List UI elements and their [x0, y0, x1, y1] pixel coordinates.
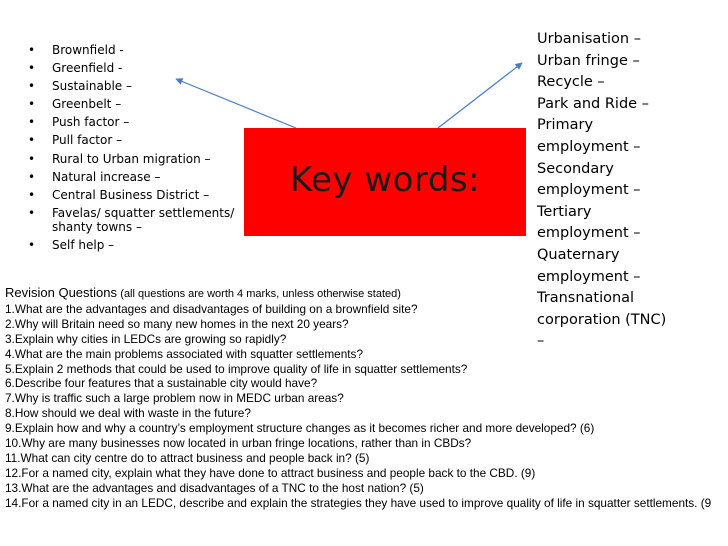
left-arrow — [176, 79, 296, 128]
bullet-dot: • — [28, 187, 36, 202]
question-item: 7.Why is traffic such a large problem now in MEDC urban areas? — [5, 391, 344, 406]
question-item: 1.What are the advantages and disadvantages of building on a brownfield site? — [5, 301, 418, 316]
right-arrow — [438, 63, 522, 128]
revision-heading-line — [5, 286, 728, 302]
question-item: 5.Explain 2 methods that could be used to improve quality of life in squatter settlements? — [5, 361, 468, 376]
bullet-text: Rural to Urban migration – — [52, 151, 211, 166]
question-item: 14.For a named city in an LEDC, describe and explain the strategies they have used to improve quality of life in squatter settlements. (9 — [5, 495, 712, 510]
key-words-box — [244, 128, 526, 236]
question-item: 2.Why will Britain need so many new homes in the next 20 years? — [5, 316, 349, 331]
revision-questions — [5, 286, 728, 511]
question-item: 12.For a named city, explain what they have done to attract business and people back to the CBD. (9) — [5, 465, 536, 480]
bullet-text: Favelas/ squatter settlements/ shanty towns – — [52, 205, 235, 234]
question-item: 9.Explain how and why a country’s employment structure changes as it becomes richer and more developed? (6) — [5, 421, 595, 436]
question-item: 3.Explain why cities in LEDCs are growing so rapidly? — [5, 331, 287, 346]
bullet-dot: • — [28, 133, 36, 148]
bullet-dot: • — [28, 43, 36, 57]
bullet-text: Pull factor – — [52, 133, 123, 148]
question-item: 8.How should we deal with waste in the future? — [5, 406, 251, 421]
bullet-text: Brownfield - — [52, 43, 124, 57]
bullet-dot: • — [28, 237, 36, 252]
bullet-dot: • — [28, 205, 36, 220]
bullet-text: Sustainable – — [52, 79, 132, 94]
bullet-text: Natural increase – — [52, 169, 161, 184]
revision-note: (all questions are worth 4 marks, unless otherwise stated) — [120, 288, 401, 300]
question-item: 10.Why are many businesses now located in urban fringe locations, rather than in CBDs? — [5, 436, 472, 451]
bullet-dot: • — [28, 79, 36, 94]
revision-heading: Revision Questions — [5, 285, 117, 300]
bullet-text: Push factor – — [52, 115, 130, 130]
bullet-dot: • — [28, 61, 36, 76]
bullet-text: Central Business District – — [52, 187, 210, 202]
bullet-dot: • — [28, 169, 36, 184]
question-item: 13.What are the advantages and disadvantages of a TNC to the host nation? (5) — [5, 480, 424, 495]
bullet-text: Greenfield - — [52, 61, 123, 76]
key-words-title: Key words: — [289, 160, 481, 200]
right-key-terms: Urbanisation – Urban fringe – Recycle – Park and Ride – Primary employment – Secondary employment – Tertiary employment – Quaternary employment – Transnational corporation (TNC) – — [537, 31, 667, 350]
bullet-text: Greenbelt – — [52, 97, 122, 112]
question-item: 4.What are the main problems associated with squatter settlements? — [5, 346, 364, 361]
bullet-dot: • — [28, 151, 36, 166]
question-item: 11.What can city centre do to attract business and people back in? (5) — [5, 450, 370, 465]
bullet-text: Self help – — [52, 237, 115, 252]
bullet-dot: • — [28, 115, 36, 130]
question-item: 6.Describe four features that a sustainable city would have? — [5, 376, 318, 391]
bullet-dot: • — [28, 97, 36, 112]
